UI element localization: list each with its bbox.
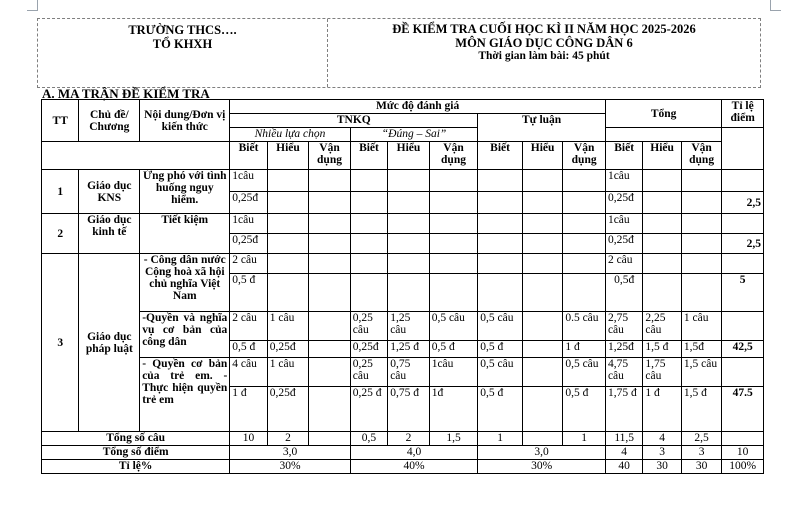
- header-exam-block: [328, 19, 760, 87]
- cell: 1 đ: [563, 341, 606, 358]
- cell: [522, 274, 562, 312]
- cell: 40%: [350, 460, 478, 474]
- cell: [522, 341, 562, 358]
- cell: 30: [681, 460, 722, 474]
- cell: 10: [230, 432, 267, 446]
- cell: 1câu: [605, 170, 642, 192]
- cell: [350, 214, 387, 234]
- cell: [267, 234, 309, 254]
- cell: [267, 170, 309, 192]
- table-row: [42, 358, 764, 387]
- level-hieu: Hiểu: [643, 142, 681, 170]
- row-ratio: 42,5: [722, 341, 764, 358]
- cell: 1câu: [605, 214, 642, 234]
- cell: 1: [478, 432, 523, 446]
- level-biet: Biết: [350, 142, 387, 170]
- cell: 10: [722, 446, 764, 460]
- row-content: - Quyền cơ bản của trẻ em. -Thực hiện quyền trẻ em: [140, 358, 230, 432]
- cell: 1,5 câu: [681, 358, 722, 387]
- cell: 1,25đ: [605, 341, 642, 358]
- cell: [309, 274, 351, 312]
- department-name: TỔ KHXH: [152, 37, 213, 51]
- level-hieu: Hiểu: [522, 142, 562, 170]
- cell: [267, 192, 309, 214]
- cell: [643, 192, 681, 214]
- cell: [522, 358, 562, 387]
- header-true-false: “Đúng – Sai”: [350, 128, 478, 142]
- exam-subject: MÔN GIÁO DỤC CÔNG DÂN 6: [455, 35, 633, 50]
- cell: [388, 192, 430, 214]
- cell: 0,5 câu: [429, 312, 478, 341]
- cell: [388, 234, 430, 254]
- level-biet: Biết: [230, 142, 267, 170]
- header-tu-luan: Tự luận: [478, 114, 606, 142]
- percentage-label: Tỉ lệ%: [42, 460, 230, 474]
- cell: [563, 254, 606, 274]
- cell: [309, 312, 351, 341]
- cell: [522, 214, 562, 234]
- cell: [478, 170, 523, 192]
- cell: 2 câu: [230, 312, 267, 341]
- cell: 4 câu: [230, 358, 267, 387]
- cell: 1câu: [230, 214, 267, 234]
- cell: [309, 432, 351, 446]
- section-title: A. MA TRẬN ĐỀ KIỂM TRA: [42, 86, 210, 101]
- cell: 2,5: [681, 432, 722, 446]
- cell: 30%: [478, 460, 606, 474]
- cell: [681, 234, 722, 254]
- cell: 3: [643, 446, 681, 460]
- row-topic: Giáo dục KNS: [79, 170, 140, 214]
- cell: [681, 274, 722, 312]
- cell: 0,25đ: [230, 234, 267, 254]
- cell: 2,25 câu: [643, 312, 681, 341]
- cell: [563, 170, 606, 192]
- cell: [563, 214, 606, 234]
- cell: [522, 312, 562, 341]
- cell: 0,5 câu: [478, 312, 523, 341]
- cell: 1,25 câu: [388, 312, 430, 341]
- cell: [309, 192, 351, 214]
- cell: 30%: [230, 460, 350, 474]
- cell: 1câu: [429, 358, 478, 387]
- cell: [309, 254, 351, 274]
- row-ratio: 2,5: [722, 234, 764, 254]
- cell: [267, 274, 309, 312]
- level-biet: Biết: [478, 142, 523, 170]
- cell: 0,5 câu: [478, 358, 523, 387]
- cell: [722, 214, 764, 234]
- percentage-row: [42, 460, 764, 474]
- cell: 0,5 đ: [230, 274, 267, 312]
- cell: [350, 192, 387, 214]
- cell: [350, 274, 387, 312]
- row-content: -Quyền và nghĩa vụ cơ bản của công dân: [140, 312, 230, 358]
- cell: [722, 254, 764, 274]
- cell: 1,5 đ: [643, 341, 681, 358]
- cell: 0,25đ: [267, 341, 309, 358]
- cell: 0,75 câu: [388, 358, 430, 387]
- cell: 0,5 đ: [429, 341, 478, 358]
- cell: 1 câu: [267, 358, 309, 387]
- cell: [522, 192, 562, 214]
- level-hieu: Hiểu: [388, 142, 430, 170]
- row-content: - Công dân nước Cộng hoà xã hội chủ nghĩa Việt Nam: [140, 254, 230, 312]
- row-topic: Giáo dục kinh tế: [79, 214, 140, 254]
- cell: 0,75 đ: [388, 387, 430, 432]
- cell: [643, 170, 681, 192]
- cell: 1 câu: [681, 312, 722, 341]
- cell: [681, 214, 722, 234]
- cell: [429, 192, 478, 214]
- cell: [388, 254, 430, 274]
- cell: 0,25đ: [350, 341, 387, 358]
- row-topic: Giáo dục pháp luật: [79, 254, 140, 432]
- cell: [478, 192, 523, 214]
- cell: 30: [643, 460, 681, 474]
- cell: 1,5 đ: [681, 387, 722, 432]
- header-tnkq: TNKQ: [230, 114, 478, 128]
- exam-title: ĐỀ KIỂM TRA CUỐI HỌC KÌ II NĂM HỌC 2025-2026: [392, 22, 696, 36]
- cell: [722, 432, 764, 446]
- cell: [522, 234, 562, 254]
- cell: [267, 214, 309, 234]
- cell: [722, 170, 764, 192]
- cell: [429, 214, 478, 234]
- row-tt: 1: [42, 170, 79, 214]
- table-row: [42, 312, 764, 341]
- cell: [388, 274, 430, 312]
- cell: 1 câu: [267, 312, 309, 341]
- header-ratio: Tỉ lệ điểm: [722, 100, 764, 128]
- row-content: Tiết kiệm: [140, 214, 230, 254]
- header-ratio-spacer: [722, 128, 764, 170]
- total-points-label: Tổng số điểm: [42, 446, 230, 460]
- cell: [522, 254, 562, 274]
- table-row: [42, 254, 764, 274]
- cell: [429, 234, 478, 254]
- cell: 0,5 câu: [563, 358, 606, 387]
- cell: 1 đ: [230, 387, 267, 432]
- cell: 4: [643, 432, 681, 446]
- cell: [309, 170, 351, 192]
- table-row: [42, 170, 764, 192]
- cell: 0,5: [350, 432, 387, 446]
- cell: [722, 358, 764, 387]
- cell: 11,5: [605, 432, 642, 446]
- school-name: TRƯỜNG THCS….: [128, 23, 237, 37]
- cell: 1,75 đ: [605, 387, 642, 432]
- cell: [563, 234, 606, 254]
- cell: [309, 358, 351, 387]
- cell: 2: [388, 432, 430, 446]
- cell: 4,0: [350, 446, 478, 460]
- level-van-dung: Vận dụng: [309, 142, 351, 170]
- cell: [643, 254, 681, 274]
- header-content: Nội dung/Đơn vị kiến thức: [140, 100, 230, 142]
- cell: 0,5đ: [605, 274, 642, 312]
- level-biet: Biết: [605, 142, 642, 170]
- cell: [388, 214, 430, 234]
- total-points-row: [42, 446, 764, 460]
- cell: 0,25đ: [230, 192, 267, 214]
- row-content: Ứng phó với tình huống nguy hiểm.: [140, 170, 230, 214]
- cell: 100%: [722, 460, 764, 474]
- header-school-block: [38, 19, 328, 87]
- cell: [267, 254, 309, 274]
- cell: 1câu: [230, 170, 267, 192]
- row-ratio: 5: [722, 274, 764, 312]
- row-tt: 2: [42, 214, 79, 254]
- exam-matrix-table: [41, 99, 764, 474]
- cell: 3: [681, 446, 722, 460]
- cell: 1đ: [429, 387, 478, 432]
- cell: [429, 254, 478, 274]
- cell: [522, 432, 562, 446]
- level-van-dung: Vận dụng: [563, 142, 606, 170]
- cell: [563, 274, 606, 312]
- cell: 0,25 câu: [350, 358, 387, 387]
- header-multiple-choice: Nhiều lựa chọn: [230, 128, 350, 142]
- cell: [429, 170, 478, 192]
- header-sublevel-spacer: [42, 142, 230, 170]
- cell: [309, 214, 351, 234]
- cell: [643, 214, 681, 234]
- cell: [309, 387, 351, 432]
- cell: 2,75 câu: [605, 312, 642, 341]
- cell: 0,5 đ: [478, 387, 523, 432]
- level-van-dung: Vận dụng: [681, 142, 722, 170]
- cell: [478, 254, 523, 274]
- cell: [429, 274, 478, 312]
- cell: 1,25 đ: [388, 341, 430, 358]
- cell: [350, 234, 387, 254]
- cell: [309, 341, 351, 358]
- cell: 0,25đ: [605, 192, 642, 214]
- cell: [681, 192, 722, 214]
- cell: 2 câu: [230, 254, 267, 274]
- header-topic: Chủ đề/ Chương: [79, 100, 140, 142]
- exam-duration: Thời gian làm bài: 45 phút: [478, 50, 610, 62]
- cell: 4,75 câu: [605, 358, 642, 387]
- cell: [388, 170, 430, 192]
- cell: 0,25 đ: [350, 387, 387, 432]
- cell: 2: [267, 432, 309, 446]
- exam-header: [37, 18, 761, 88]
- cell: 0,5 đ: [478, 341, 523, 358]
- cell: [722, 312, 764, 341]
- row-ratio: 2,5: [722, 192, 764, 214]
- cell: 0,5 đ: [230, 341, 267, 358]
- cell: [522, 170, 562, 192]
- total-questions-row: [42, 432, 764, 446]
- row-tt: 3: [42, 254, 79, 432]
- level-hieu: Hiểu: [267, 142, 309, 170]
- cell: 1 đ: [643, 387, 681, 432]
- cell: 0,5 đ: [563, 387, 606, 432]
- cell: 0,25đ: [605, 234, 642, 254]
- header-total-spacer: [605, 128, 721, 142]
- cell: 1,5: [429, 432, 478, 446]
- cell: [643, 274, 681, 312]
- cell: [681, 254, 722, 274]
- cell: [522, 387, 562, 432]
- total-questions-label: Tổng số câu: [42, 432, 230, 446]
- page-corner-mark-left: [27, 0, 38, 11]
- cell: 4: [605, 446, 642, 460]
- cell: 1,75 câu: [643, 358, 681, 387]
- cell: 3,0: [478, 446, 606, 460]
- level-van-dung: Vận dụng: [429, 142, 478, 170]
- header-tt: TT: [42, 100, 79, 142]
- cell: [681, 170, 722, 192]
- cell: 40: [605, 460, 642, 474]
- cell: 1,5đ: [681, 341, 722, 358]
- cell: [478, 234, 523, 254]
- cell: [350, 254, 387, 274]
- cell: [350, 170, 387, 192]
- cell: [643, 234, 681, 254]
- cell: 0,25đ: [267, 387, 309, 432]
- cell: 0.5 câu: [563, 312, 606, 341]
- header-assessment-level: Mức độ đánh giá: [230, 100, 606, 114]
- table-row: [42, 214, 764, 234]
- cell: [563, 192, 606, 214]
- cell: [478, 274, 523, 312]
- cell: 2 câu: [605, 254, 642, 274]
- page-corner-mark-right: [770, 0, 781, 11]
- cell: 1: [563, 432, 606, 446]
- row-ratio: 47.5: [722, 387, 764, 432]
- cell: 3,0: [230, 446, 350, 460]
- header-total: Tổng: [605, 100, 721, 128]
- cell: [478, 214, 523, 234]
- cell: [309, 234, 351, 254]
- cell: 0,25 câu: [350, 312, 387, 341]
